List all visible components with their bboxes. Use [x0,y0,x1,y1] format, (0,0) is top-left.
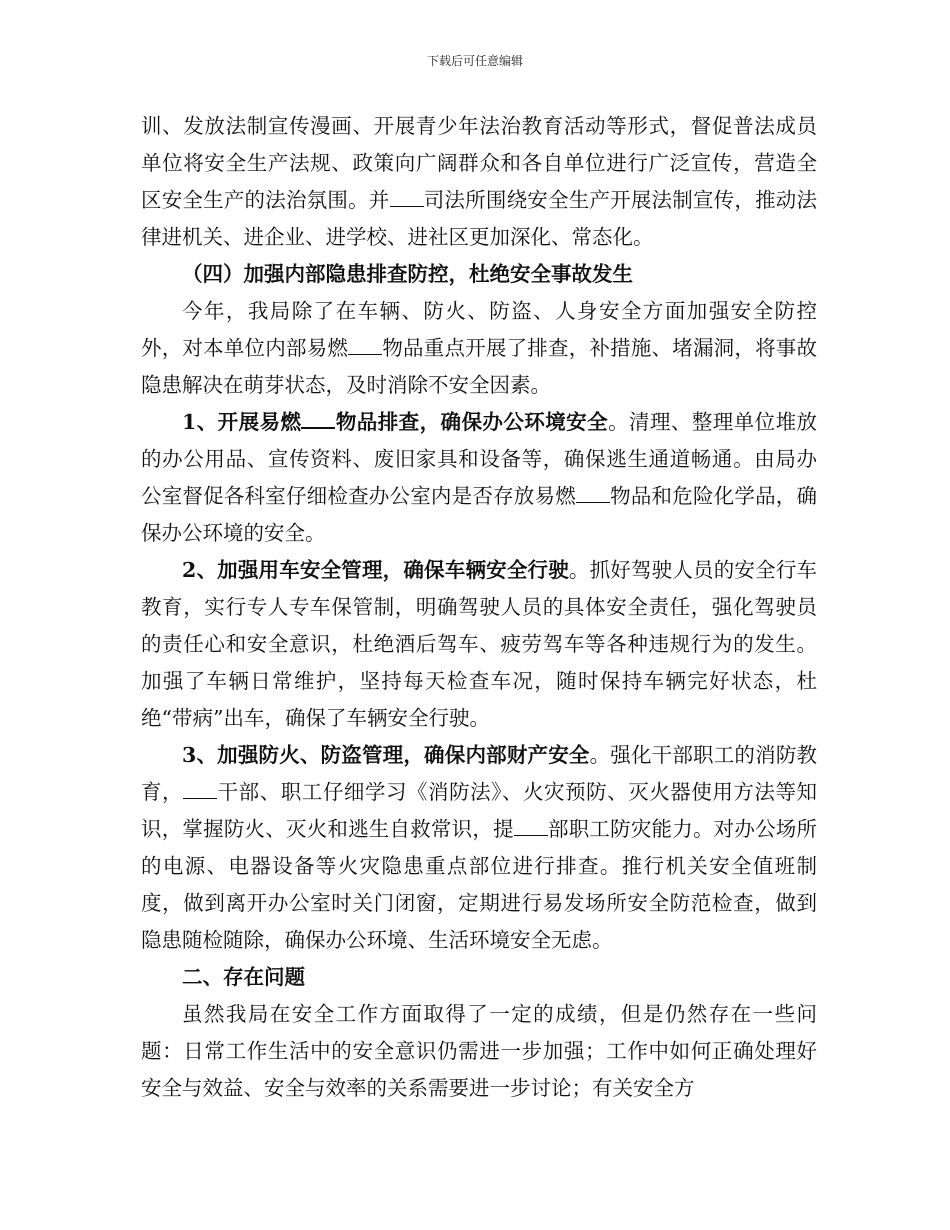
paragraph-lead [182,743,590,767]
page-header: 下载后可任意编辑 [426,54,523,68]
document-body [141,108,817,1107]
blank-underline [183,780,217,799]
paragraph-lead [182,558,569,582]
text-run: 物品和危险化学品，确保办公环境的安全。 [141,484,818,545]
section-heading [141,256,817,293]
text-run: 。抓好驾驶人员的安全行车教育，实行专人专车保管制，明确驾驶人员的具体安全责任，强化驾驶员的责任心和安全意识，杜绝酒后驾车、疲劳驾车等各种违规行为的发生。加强了车辆日常维护，坚持每天检查车况，随时保持车辆完好状态，杜绝“带病”出车，确保了车辆安全行驶。 [141,558,818,730]
body-paragraph [141,552,817,737]
blank-underline [348,336,382,355]
text-run: 。清理、整理单位堆放的办公用品、宣传资料、废旧家具和设备等，确保逃生通道畅通。由局办公室督促各科室仔细检查办公室内是否存放易燃 [141,410,818,508]
blank-underline [576,484,610,503]
text-run: 3、加强防火、防盗管理，确保内部财产安全 [182,743,590,767]
blank-underline [514,817,548,836]
paragraph-lead [182,410,608,434]
blank-underline [390,188,424,207]
text-run: 虽然我局在安全工作方面取得了一定的成绩，但是仍然存在一些问题：日常工作生活中的安全意识仍需进一步加强；工作中如何正确处理好安全与效益、安全与效率的关系需要进一步讨论；有关安全方 [141,1002,817,1100]
text-run: 干部、职工仔细学习《消防法》、火灾预防、灭火器使用方法等知识，掌握防火、灭火和逃生自救常识，提 [141,780,818,841]
text-run: 司法所围绕安全生产开展法制宣传，推动法律进机关、进企业、进学校、进社区更加深化、常态化。 [141,188,817,249]
text-run: 。强化干部职工的消防教育， [141,743,818,804]
text-run: 二、存在问题 [182,965,305,989]
text-run: 物品重点开展了排查，补措施、堵漏洞，将事故隐患解决在萌芽状态，及时消除不安全因素。 [141,336,818,397]
body-paragraph [141,293,817,404]
text-run: 训、发放法制宣传漫画、开展青少年法治教育活动等形式，督促普法成员单位将安全生产法规、政策向广阔群众和各自单位进行广泛宣传，营造全区安全生产的法治氛围。并 [141,114,817,212]
body-paragraph [141,108,817,256]
section-heading [141,959,817,996]
blank-underline [301,409,335,429]
body-paragraph [141,404,817,552]
text-run: 1、开展易燃 [182,410,302,434]
text-run: 物品排查，确保办公环境安全 [335,410,609,434]
body-paragraph [141,737,817,959]
body-paragraph [141,996,817,1107]
text-run: 部职工防灾能力。对办公场所的电源、电器设备等火灾隐患重点部位进行排查。推行机关安全值班制度，做到离开办公室时关门闭窗，定期进行易发场所安全防范检查，做到隐患随检随除，确保办公环境、生活环境安全无虑。 [141,817,818,952]
text-run: （四）加强内部隐患排查防控，杜绝安全事故发生 [182,262,633,286]
text-run: 今年，我局除了在车辆、防火、防盗、人身安全方面加强安全防控外，对本单位内部易燃 [141,299,817,360]
text-run: 2、加强用车安全管理，确保车辆安全行驶 [182,558,569,582]
